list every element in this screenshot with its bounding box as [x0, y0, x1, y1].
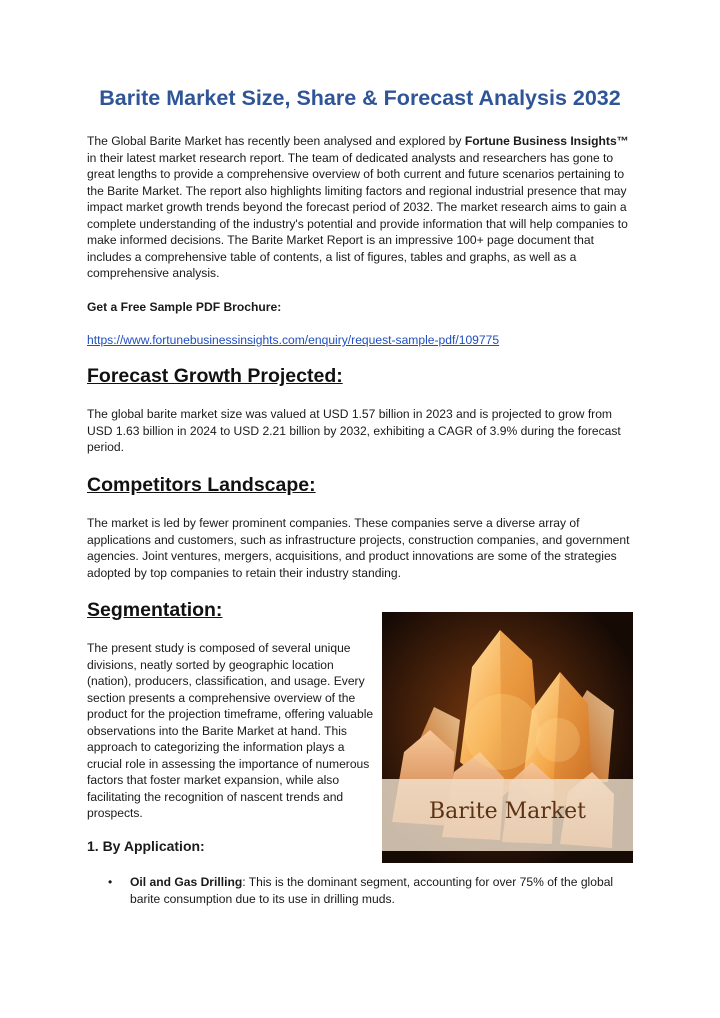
competitors-heading: Competitors Landscape: — [87, 474, 316, 496]
bullet-icon: • — [108, 875, 113, 889]
list-item — [108, 874, 628, 907]
intro-text-rest: in their latest market research report. The team of dedicated analysts and researchers has gone to great lengths to provide a comprehensive overview of both current and future scenarios pertaining to the Barite Market. The report also highlights limiting factors and regional industrial presence that may impact market growth trends beyond the forecast period of 2032. The market research aims to gain a complete understanding of the industry's potential and provide information that will help companies to make informed decisions. The Barite Market Report is an impressive 100+ page document that includes a comprehensive table of contents, a list of figures, tables and graphs, as well as a comprehensive analysis. — [87, 150, 628, 280]
brand-name: Fortune Business Insights™ — [464, 134, 629, 148]
intro-paragraph — [87, 133, 635, 282]
segmentation-paragraph: The present study is composed of several unique divisions, neatly sorted by geographic location (nation), producers, classification, and usage. Every section presents a comprehensive overview of the product for the projection timeframe, offering valuable observations into the Barite Market at hand. This approach to categorizing the information plays a crucial role in assessing the importance of numerous factors that foster market expansion, while also facilitating the recognition of nascent trends and prospects. — [87, 641, 374, 820]
document-title: Barite Market Size, Share & Forecast Analysis 2032 — [99, 86, 621, 110]
sample-brochure-label: Get a Free Sample PDF Brochure: — [87, 300, 282, 314]
intro-text-start: The Global Barite Market has recently been analysed and explored by — [87, 134, 465, 148]
application-description: : This is the dominant segment, accounting for over 75% of the global barite consumption due to its use in drilling muds. — [130, 875, 614, 906]
image-caption-band — [382, 779, 633, 851]
barite-crystal-image — [382, 612, 633, 863]
application-term: Oil and Gas Drilling — [130, 875, 243, 889]
forecast-paragraph: The global barite market size was valued at USD 1.57 billion in 2023 and is projected to grow from USD 1.63 billion in 2024 to USD 2.21 billion by 2032, exhibiting a CAGR of 3.9% during the forecast period. — [87, 407, 621, 454]
image-caption: Barite Market — [428, 799, 587, 824]
sample-pdf-link[interactable]: https://www.fortunebusinessinsights.com/enquiry/request-sample-pdf/109775 — [87, 333, 500, 347]
competitors-paragraph: The market is led by fewer prominent companies. These companies serve a diverse array of applications and customers, such as infrastructure projects, construction companies, and government agencies. Joint ventures, mergers, acquisitions, and product innovations are some of the strategies adopted by top companies to retain their industry standing. — [87, 516, 630, 580]
segmentation-heading: Segmentation: — [87, 599, 223, 621]
application-list — [108, 874, 628, 907]
forecast-heading: Forecast Growth Projected: — [87, 365, 343, 387]
by-application-heading: 1. By Application: — [87, 838, 205, 854]
